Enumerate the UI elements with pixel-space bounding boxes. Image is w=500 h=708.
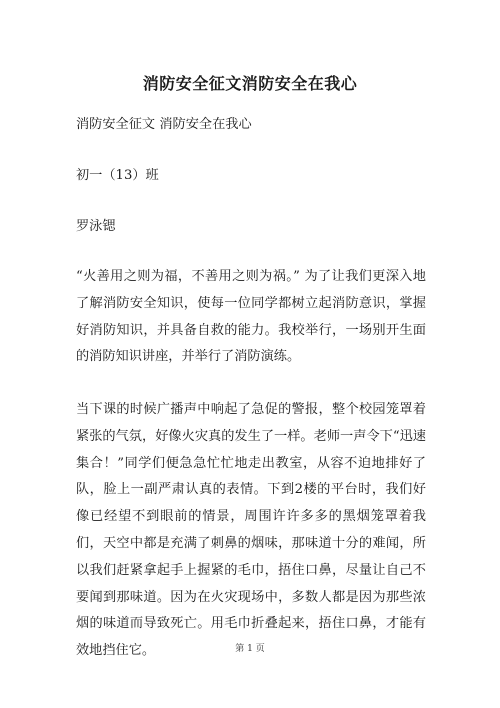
document-title: 消防安全征文消防安全在我心 xyxy=(142,74,358,93)
paragraph-intro: “火善用之则为福，不善用之则为祸。” 为了让我们更深入地了解消防安全知识，使每一位同学都树立起消防意识，掌握好消防知识，并具备自救的能力。我校举行，一场别开生面的消防知识讲座，并举行了消防演练。 xyxy=(76,269,426,365)
paragraph-drill: 当下课的时候广播声中响起了急促的警报，整个校园笼罩着紧张的气氛，好像火灾真的发生了一样。老师一声令下“迅速集合！”同学们便急急忙忙地走出教室，从容不迫地排好了队，脸上一副严肃认真的表情。下到2楼的平台时，我们好像已经望不到眼前的情景，周围许许多多的黑烟笼罩着我们，天空中都是充满了刺鼻的烟味，那味道十分的难闻，所以我们赶紧拿起手上握紧的毛巾，捂住口鼻，尽量让自己不要闻到那味道。因为在火灾现场中，多数人都是因为那些浓烟的味道而导致死亡。用毛巾折叠起来，捂住口鼻，才能有效地挡住它。 xyxy=(76,402,426,659)
subtitle-line: 消防安全征文 消防安全在我心 xyxy=(76,117,252,132)
page-number: 第 1 页 xyxy=(235,644,265,654)
class-line: 初一（13）班 xyxy=(76,168,159,183)
author-line: 罗泳锶 xyxy=(76,219,116,234)
